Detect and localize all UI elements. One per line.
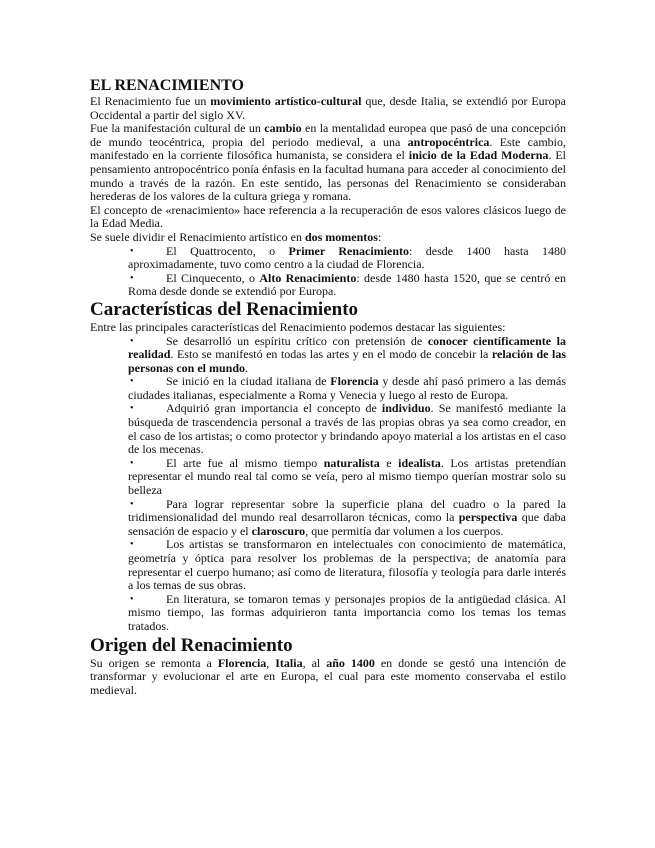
text-run: El concepto de «renacimiento» hace referencia a la recuperación de esos valores clásicos luego de la Edad Media. bbox=[90, 202, 566, 231]
text-run: : desde 1400 hasta 1480 aproximadamente, tuvo como centro a la ciudad de Florencia. bbox=[128, 243, 567, 272]
text-run: . Esto se manifestó en todas las artes y en el modo de concebir la bbox=[170, 347, 492, 362]
characteristic-item bbox=[90, 538, 566, 592]
text-run: El Cinquecento, o bbox=[166, 270, 260, 285]
characteristic-item bbox=[90, 593, 566, 634]
text-run: y desde ahí pasó primero a las demás ciudades italianas, especialmente a Roma y Venecia y luego al resto de Europa. bbox=[128, 374, 566, 402]
bold-term: antropocéntrica bbox=[407, 134, 490, 149]
text-run: . bbox=[245, 360, 249, 375]
moment-item bbox=[90, 245, 566, 272]
text-run: Se suele dividir el Renacimiento artístico en bbox=[90, 229, 305, 244]
text-run: Los artistas se transformaron en intelectuales con conocimiento de matemática, geometría y óptica para resolver los problemas de la perspectiva; de anatomía para representar el cuerpo humano; así como de literatura, filosofía y teología para darle interés a los temas de sus obras. bbox=[128, 537, 566, 593]
intro-paragraph bbox=[90, 95, 566, 122]
bold-term: Alto Renacimiento bbox=[259, 270, 357, 285]
text-run: en donde se gestó una intención de transformar y evolucionar el arte en Europa, el cual para este momento conservaba el estilo medieval. bbox=[90, 655, 566, 697]
text-run: El arte fue al mismo tiempo bbox=[166, 455, 324, 470]
text-run: El Renacimiento fue un bbox=[90, 94, 211, 108]
bold-term: cambio bbox=[264, 121, 302, 136]
section-title-origin: Origen del Renacimiento bbox=[90, 634, 293, 656]
characteristics-list bbox=[90, 335, 566, 634]
moment-item bbox=[90, 272, 566, 299]
bullet-icon: • bbox=[130, 457, 134, 469]
bold-term: Italia bbox=[275, 655, 303, 670]
bullet-icon: • bbox=[130, 245, 134, 257]
text-run: que, desde Italia, se extendió por Europa Occidental a partir del siglo XV. bbox=[90, 94, 566, 122]
text-run: . Este cambio, manifestado en la corriente filosófica humanista, se considera el bbox=[90, 134, 566, 163]
text-run: , bbox=[266, 655, 276, 670]
bullet-icon: • bbox=[130, 539, 134, 551]
text-run: : bbox=[377, 229, 382, 244]
document-page bbox=[90, 77, 566, 697]
text-run: Se desarrolló un espíritu crítico con pretensión de bbox=[166, 333, 428, 348]
characteristic-item bbox=[90, 457, 566, 498]
characteristic-item bbox=[90, 335, 566, 376]
bold-term: dos momentos bbox=[304, 229, 378, 244]
text-run: en la mentalidad europea que pasó de una concepción de mundo teocéntrica, propia del periodo medieval, a una bbox=[90, 121, 567, 149]
characteristic-item bbox=[90, 375, 566, 402]
text-run: e bbox=[379, 455, 399, 470]
bullet-icon: • bbox=[130, 335, 134, 347]
moments-list bbox=[90, 245, 566, 299]
text-run: Adquirió gran importancia el concepto de bbox=[166, 401, 382, 416]
text-run: Se inició en la ciudad italiana de bbox=[166, 374, 331, 389]
bold-term: Florencia bbox=[217, 655, 267, 670]
text-run: El Quattrocento, o bbox=[166, 243, 289, 258]
bold-term: idealista bbox=[398, 455, 441, 470]
bullet-icon: • bbox=[130, 376, 134, 388]
bold-term: Florencia bbox=[330, 374, 379, 389]
page-title: EL RENACIMIENTO bbox=[90, 77, 244, 94]
intro-section bbox=[90, 95, 566, 245]
text-run: Fue la manifestación cultural de un bbox=[90, 121, 265, 136]
text-run: , al bbox=[302, 655, 327, 670]
bold-term: individuo bbox=[381, 401, 431, 416]
bold-term: naturalista bbox=[323, 455, 380, 470]
characteristic-item bbox=[90, 402, 566, 456]
characteristic-item bbox=[90, 498, 566, 539]
intro-paragraph bbox=[90, 122, 566, 204]
bullet-icon: • bbox=[130, 593, 134, 605]
section-title-characteristics: Características del Renacimiento bbox=[90, 298, 359, 320]
text-run: Su origen se remonta a bbox=[90, 655, 218, 670]
text-run: . Se manifestó mediante la búsqueda de trascendencia personal a través de las propias obras ya sea como creador, en el caso de los artistas; o como protector y brindando apoyo material a los artistas en el caso de los mecenas. bbox=[128, 401, 566, 457]
text-run: . Los artistas pretendían representar el mundo real tal como se veía, pero al mismo tiempo querían mostrar solo su belleza bbox=[128, 455, 567, 498]
bold-term: perspectiva bbox=[458, 510, 518, 525]
text-run: , que permitía dar volumen a los cuerpos. bbox=[305, 523, 504, 538]
bullet-icon: • bbox=[130, 498, 134, 510]
text-run: En literatura, se tomaron temas y personajes propios de la antigüedad clásica. Al mismo tiempo, las formas adquirieron tanta importancia como los temas los temas tratados. bbox=[128, 591, 566, 633]
text-run: . El pensamiento antropocéntrico ponía énfasis en la facultad humana para acceder al conocimiento del mundo a través de la razón. En este sentido, las personas del Renacimiento se consideraban herederas de los valores de la cultura griega y romana. bbox=[90, 148, 567, 204]
origin-paragraph bbox=[90, 657, 566, 698]
text-run: : desde 1480 hasta 1520, que se centró en Roma desde donde se extendió por Europa. bbox=[128, 270, 566, 299]
bold-term: relación de las personas con el mundo bbox=[128, 347, 567, 375]
bullet-icon: • bbox=[130, 403, 134, 415]
bold-term: claroscuro bbox=[251, 523, 306, 538]
bold-term: movimiento artístico-cultural bbox=[210, 94, 362, 108]
bold-term: año 1400 bbox=[326, 655, 375, 670]
text-run: Para lograr representar sobre la superficie plana del cuadro o la pared la tridimensionalidad del mundo real desarrollaron técnicas, como la bbox=[128, 496, 566, 525]
bullet-icon: • bbox=[130, 272, 134, 284]
bold-term: Primer Renacimiento bbox=[288, 243, 410, 258]
bold-term: inicio de la Edad Moderna bbox=[408, 148, 549, 163]
text-run: que daba sensación de espacio y el bbox=[128, 510, 566, 538]
intro-paragraph bbox=[90, 231, 566, 245]
characteristics-lead bbox=[90, 321, 566, 335]
intro-paragraph bbox=[90, 204, 566, 231]
bold-term: conocer científicamente la realidad bbox=[128, 333, 567, 362]
text-run: Entre las principales características del Renacimiento podemos destacar las siguientes: bbox=[90, 319, 506, 334]
